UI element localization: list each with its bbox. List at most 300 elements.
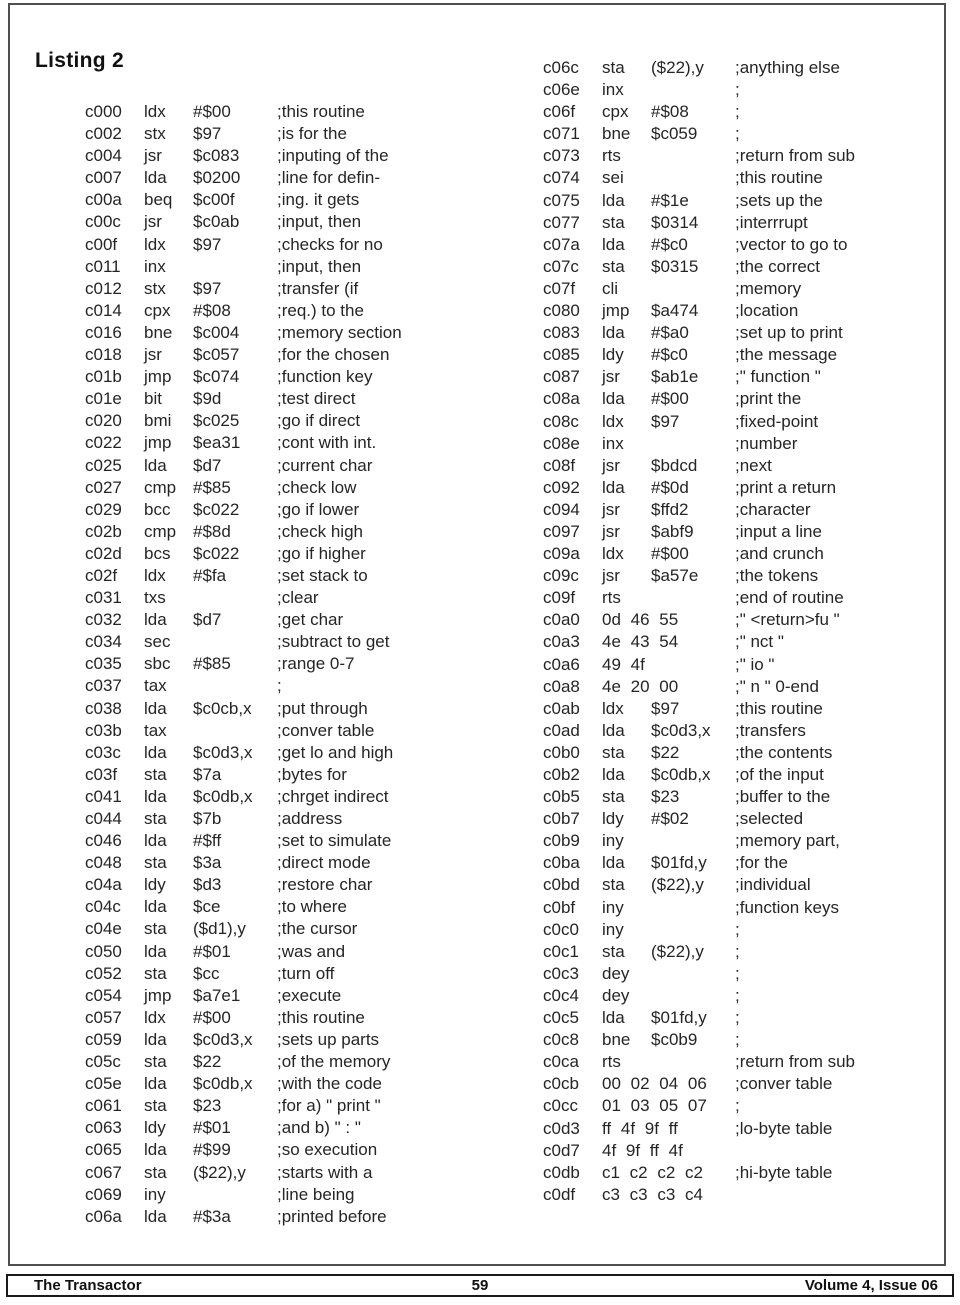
- operand-cell: $97: [651, 411, 680, 431]
- address-cell: c0b0: [543, 742, 580, 762]
- footer-bar: [6, 1274, 954, 1297]
- bytes-cell: c3 c3 c3 c4: [602, 1184, 703, 1204]
- operand-cell: [651, 985, 735, 1007]
- comment-cell: ;input, then: [277, 212, 362, 232]
- opcode-cell: ldy: [602, 345, 624, 365]
- code-line: [543, 521, 953, 543]
- bytes-cell: 49 4f: [602, 654, 645, 674]
- address-cell: c0c8: [543, 1030, 579, 1050]
- opcode-cell: cli: [602, 278, 619, 298]
- comment-cell: ;test direct: [277, 389, 356, 409]
- address-cell: c09a: [543, 544, 580, 564]
- address-cell: c092: [543, 477, 580, 497]
- address-cell: c04e: [85, 919, 122, 939]
- code-line: [543, 145, 953, 167]
- code-line: [543, 631, 953, 653]
- comment-cell: ;" io ": [735, 654, 775, 674]
- operand-cell: $a7e1: [193, 985, 241, 1005]
- comment-cell: ;next: [735, 455, 772, 475]
- code-line: [85, 477, 495, 499]
- address-cell: c034: [85, 632, 122, 652]
- code-line: [85, 123, 495, 145]
- address-cell: c0ca: [543, 1052, 579, 1072]
- code-line: [543, 101, 953, 123]
- address-cell: c03b: [85, 720, 122, 740]
- opcode-cell: jsr: [144, 212, 162, 232]
- comment-cell: [735, 1140, 953, 1162]
- address-cell: c05e: [85, 1074, 122, 1094]
- opcode-cell: lda: [144, 941, 167, 961]
- opcode-cell: stx: [144, 124, 166, 144]
- operand-cell: #$0d: [651, 477, 689, 497]
- code-line: [543, 1184, 953, 1206]
- opcode-cell: iny: [602, 831, 624, 851]
- address-cell: c063: [85, 1118, 122, 1138]
- code-line: [543, 1007, 953, 1029]
- operand-cell: [651, 587, 735, 609]
- opcode-cell: jmp: [144, 985, 172, 1005]
- code-column-right: [543, 57, 953, 1206]
- code-line: [543, 411, 953, 433]
- address-cell: c097: [543, 521, 580, 541]
- code-line: [85, 499, 495, 521]
- code-line: [85, 256, 495, 278]
- opcode-cell: jsr: [602, 521, 620, 541]
- operand-cell: #$ff: [193, 831, 222, 851]
- code-line: [85, 985, 495, 1007]
- footer-issue: Volume 4, Issue 06: [804, 1277, 938, 1294]
- comment-cell: ;: [735, 1008, 740, 1028]
- code-line: [543, 919, 953, 941]
- operand-cell: $cc: [193, 963, 220, 983]
- opcode-cell: sta: [602, 875, 625, 895]
- code-line: [543, 1095, 953, 1117]
- address-cell: c038: [85, 698, 122, 718]
- comment-cell: ;input a line: [735, 521, 822, 541]
- address-cell: c041: [85, 786, 122, 806]
- comment-cell: ;starts with a: [277, 1162, 373, 1182]
- address-cell: c061: [85, 1096, 122, 1116]
- code-line: [543, 1162, 953, 1184]
- address-cell: c03c: [85, 742, 121, 762]
- code-line: [85, 698, 495, 720]
- address-cell: c029: [85, 499, 122, 519]
- code-line: [543, 234, 953, 256]
- comment-cell: ;memory: [735, 278, 802, 298]
- operand-cell: $c0cb,x: [193, 698, 252, 718]
- operand-cell: [651, 145, 735, 167]
- address-cell: c02f: [85, 565, 118, 585]
- comment-cell: ;restore char: [277, 875, 373, 895]
- comment-cell: ;go if lower: [277, 499, 360, 519]
- address-cell: c01b: [85, 367, 122, 387]
- opcode-cell: lda: [144, 610, 167, 630]
- operand-cell: $c057: [193, 345, 240, 365]
- code-line: [85, 234, 495, 256]
- code-line: [543, 830, 953, 852]
- comment-cell: ;fixed-point: [735, 411, 819, 431]
- comment-cell: ;check high: [277, 521, 363, 541]
- opcode-cell: jsr: [602, 367, 620, 387]
- operand-cell: [651, 919, 735, 941]
- address-cell: c02d: [85, 543, 122, 563]
- comment-cell: ;end of routine: [735, 588, 844, 608]
- comment-cell: ;: [735, 80, 740, 100]
- footer-page-number: 59: [471, 1277, 489, 1294]
- operand-cell: $c0db,x: [193, 786, 253, 806]
- comment-cell: ;go if higher: [277, 543, 366, 563]
- comment-cell: ;input, then: [277, 256, 362, 276]
- comment-cell: ;: [735, 102, 740, 122]
- comment-cell: ;set stack to: [277, 565, 368, 585]
- code-line: [85, 322, 495, 344]
- address-cell: c0a8: [543, 676, 580, 696]
- address-cell: c0b5: [543, 787, 580, 807]
- comment-cell: ;: [735, 963, 740, 983]
- address-cell: c094: [543, 499, 580, 519]
- operand-cell: #$00: [193, 1007, 231, 1027]
- code-line: [85, 278, 495, 300]
- comment-cell: ;the tokens: [735, 566, 819, 586]
- operand-cell: $c0b9: [651, 1030, 698, 1050]
- code-line: [85, 631, 495, 653]
- code-line: [85, 410, 495, 432]
- code-line: [543, 720, 953, 742]
- opcode-cell: lda: [144, 1074, 167, 1094]
- opcode-cell: jsr: [144, 345, 162, 365]
- address-cell: c027: [85, 477, 122, 497]
- comment-cell: ;interrrupt: [735, 212, 808, 232]
- address-cell: c08e: [543, 433, 580, 453]
- opcode-cell: inx: [144, 256, 166, 276]
- code-line: [543, 565, 953, 587]
- code-line: [85, 764, 495, 786]
- operand-cell: #$02: [651, 809, 689, 829]
- address-cell: c050: [85, 941, 122, 961]
- opcode-cell: sta: [602, 787, 625, 807]
- bytes-cell: 0d 46 55: [602, 610, 679, 630]
- code-line: [85, 344, 495, 366]
- opcode-cell: sta: [144, 1096, 167, 1116]
- operand-cell: $97: [651, 698, 680, 718]
- operand-cell: $c0db,x: [193, 1074, 253, 1094]
- opcode-cell: beq: [144, 190, 173, 210]
- code-line: [543, 786, 953, 808]
- opcode-cell: sta: [144, 853, 167, 873]
- comment-cell: ;conver table: [735, 1074, 833, 1094]
- opcode-cell: ldx: [602, 698, 624, 718]
- address-cell: c0c4: [543, 985, 579, 1005]
- operand-cell: $9d: [193, 389, 222, 409]
- comment-cell: ;conver table: [277, 720, 375, 740]
- comment-cell: ;function keys: [735, 897, 839, 917]
- opcode-cell: sta: [144, 1162, 167, 1182]
- comment-cell: ;get char: [277, 610, 344, 630]
- code-line: [85, 543, 495, 565]
- comment-cell: ;vector to go to: [735, 234, 848, 254]
- code-line: [85, 189, 495, 211]
- code-line: [543, 897, 953, 919]
- operand-cell: [651, 1051, 735, 1073]
- address-cell: c08a: [543, 389, 580, 409]
- comment-cell: ;sets up parts: [277, 1029, 380, 1049]
- comment-cell: ;" n " 0-end: [735, 676, 819, 696]
- opcode-cell: bne: [144, 322, 173, 342]
- code-line: [543, 543, 953, 565]
- code-line: [85, 521, 495, 543]
- code-line: [85, 1206, 495, 1228]
- comment-cell: ;printed before: [277, 1206, 387, 1226]
- comment-cell: ;this routine: [735, 698, 823, 718]
- address-cell: c04c: [85, 897, 121, 917]
- opcode-cell: lda: [144, 786, 167, 806]
- code-line: [543, 587, 953, 609]
- address-cell: c0b2: [543, 765, 580, 784]
- operand-cell: $c0d3,x: [193, 742, 253, 762]
- code-line: [85, 366, 495, 388]
- operand-cell: $ffd2: [651, 499, 689, 519]
- bytes-cell: ff 4f 9f ff: [602, 1118, 678, 1138]
- opcode-cell: lda: [602, 853, 625, 873]
- address-cell: c0d3: [543, 1118, 580, 1138]
- address-cell: c046: [85, 831, 122, 851]
- code-line: [85, 874, 495, 896]
- address-cell: c014: [85, 300, 122, 320]
- comment-cell: ;: [735, 1096, 740, 1116]
- comment-cell: ;anything else: [735, 58, 840, 77]
- opcode-cell: iny: [144, 1184, 166, 1204]
- address-cell: c0a3: [543, 632, 580, 652]
- operand-cell: #$a0: [651, 323, 689, 343]
- opcode-cell: sta: [144, 809, 167, 828]
- bytes-cell: 4f 9f ff 4f: [602, 1140, 683, 1160]
- address-cell: c069: [85, 1184, 122, 1204]
- comment-cell: ;current char: [277, 455, 373, 475]
- address-cell: c0b9: [543, 831, 580, 851]
- address-cell: c0ba: [543, 853, 580, 873]
- opcode-cell: sta: [144, 764, 167, 784]
- address-cell: c054: [85, 985, 122, 1005]
- address-cell: c002: [85, 124, 122, 144]
- code-line: [543, 388, 953, 410]
- operand-cell: #$85: [193, 477, 231, 497]
- opcode-cell: sta: [602, 58, 625, 77]
- comment-cell: ;memory part,: [735, 831, 840, 851]
- address-cell: c01e: [85, 389, 122, 409]
- operand-cell: ($22),y: [651, 941, 704, 961]
- code-line: [543, 808, 953, 830]
- address-cell: c087: [543, 367, 580, 387]
- operand-cell: [651, 830, 735, 852]
- code-line: [543, 499, 953, 521]
- code-line: [85, 1184, 495, 1206]
- opcode-cell: ldy: [602, 809, 624, 829]
- code-line: [543, 963, 953, 985]
- code-line: [543, 278, 953, 300]
- comment-cell: ;print a return: [735, 477, 837, 497]
- bytes-cell: 4e 20 00: [602, 676, 679, 696]
- code-line: [85, 1051, 495, 1073]
- operand-cell: #$00: [193, 102, 231, 121]
- comment-cell: ;range 0-7: [277, 654, 355, 674]
- opcode-cell: lda: [144, 168, 167, 188]
- code-line: [85, 941, 495, 963]
- comment-cell: ;lo-byte table: [735, 1118, 833, 1138]
- address-cell: c016: [85, 322, 122, 342]
- comment-cell: ;of the input: [735, 765, 824, 784]
- comment-cell: ;" function ": [735, 367, 821, 387]
- opcode-cell: inx: [602, 433, 624, 453]
- comment-cell: ;hi-byte table: [735, 1162, 833, 1182]
- operand-cell: #$99: [193, 1140, 231, 1160]
- comment-cell: ;ing. it gets: [277, 190, 360, 210]
- comment-cell: ;set to simulate: [277, 831, 392, 851]
- code-line: [543, 190, 953, 212]
- operand-cell: [193, 587, 277, 609]
- opcode-cell: jsr: [602, 566, 620, 586]
- address-cell: c0db: [543, 1162, 580, 1182]
- opcode-cell: tax: [144, 676, 167, 696]
- comment-cell: ;and b) " : ": [277, 1118, 361, 1138]
- opcode-cell: ldx: [144, 102, 166, 121]
- code-line: [543, 123, 953, 145]
- comment-cell: ;sets up the: [735, 190, 823, 210]
- comment-cell: ;: [735, 1030, 740, 1050]
- operand-cell: #$1e: [651, 190, 689, 210]
- code-line: [85, 896, 495, 918]
- code-line: [543, 256, 953, 278]
- comment-cell: ;: [735, 124, 740, 144]
- opcode-cell: sbc: [144, 654, 171, 674]
- operand-cell: #$c0: [651, 345, 688, 365]
- address-cell: c09c: [543, 566, 579, 586]
- opcode-cell: inx: [602, 80, 624, 100]
- code-line: [85, 388, 495, 410]
- operand-cell: #$08: [193, 300, 231, 320]
- comment-cell: ;: [735, 941, 740, 961]
- address-cell: c085: [543, 345, 580, 365]
- opcode-cell: stx: [144, 278, 166, 298]
- address-cell: c035: [85, 654, 122, 674]
- operand-cell: $0200: [193, 168, 241, 188]
- code-line: [543, 1073, 953, 1095]
- operand-cell: $97: [193, 278, 222, 298]
- code-line: [85, 1073, 495, 1095]
- code-line: [85, 786, 495, 808]
- code-line: [543, 212, 953, 234]
- opcode-cell: sta: [144, 963, 167, 983]
- code-line: [85, 1117, 495, 1139]
- comment-cell: ;number: [735, 433, 798, 453]
- operand-cell: $c0ab: [193, 212, 240, 232]
- code-line: [85, 167, 495, 189]
- operand-cell: ($22),y: [651, 58, 704, 77]
- code-line: [85, 300, 495, 322]
- operand-cell: $d3: [193, 875, 222, 895]
- opcode-cell: ldx: [602, 544, 624, 564]
- comment-cell: ;this routine: [277, 1007, 365, 1027]
- operand-cell: $7a: [193, 764, 222, 784]
- comment-cell: ;subtract to get: [277, 632, 390, 652]
- opcode-cell: lda: [144, 455, 167, 475]
- comment-cell: ;is for the: [277, 124, 347, 144]
- comment-cell: ;the contents: [735, 742, 833, 762]
- operand-cell: [651, 433, 735, 455]
- comment-cell: ;was and: [277, 941, 346, 961]
- opcode-cell: ldy: [144, 875, 166, 895]
- address-cell: c0bd: [543, 875, 580, 895]
- footer-journal-name: The Transactor: [34, 1277, 142, 1294]
- comment-cell: ;line being: [277, 1184, 355, 1204]
- opcode-cell: ldx: [144, 1007, 166, 1027]
- opcode-cell: ldy: [144, 1118, 166, 1138]
- address-cell: c083: [543, 323, 580, 343]
- code-line: [85, 1139, 495, 1161]
- opcode-cell: jmp: [144, 433, 172, 453]
- opcode-cell: jmp: [144, 367, 172, 387]
- comment-cell: ;checks for no: [277, 234, 383, 254]
- opcode-cell: lda: [602, 477, 625, 497]
- opcode-cell: sta: [602, 742, 625, 762]
- address-cell: c077: [543, 212, 580, 232]
- code-line: [85, 1029, 495, 1051]
- operand-cell: $c059: [651, 124, 698, 144]
- address-cell: c02b: [85, 521, 122, 541]
- address-cell: c0a6: [543, 654, 580, 674]
- operand-cell: #$00: [651, 389, 689, 409]
- opcode-cell: lda: [144, 1140, 167, 1160]
- code-line: [85, 455, 495, 477]
- comment-cell: ;so execution: [277, 1140, 378, 1160]
- comment-cell: ;selected: [735, 809, 804, 829]
- opcode-cell: lda: [602, 389, 625, 409]
- address-cell: c059: [85, 1029, 122, 1049]
- comment-cell: ;and crunch: [735, 544, 824, 564]
- operand-cell: [651, 897, 735, 919]
- operand-cell: $ea31: [193, 433, 241, 453]
- address-cell: c004: [85, 146, 122, 166]
- address-cell: c00c: [85, 212, 121, 232]
- opcode-cell: sta: [602, 256, 625, 276]
- comment-cell: ;this routine: [277, 102, 365, 121]
- address-cell: c020: [85, 411, 122, 431]
- operand-cell: $a57e: [651, 566, 699, 586]
- opcode-cell: cpx: [602, 102, 629, 122]
- address-cell: c0d7: [543, 1140, 580, 1160]
- address-cell: c007: [85, 168, 122, 188]
- address-cell: c06c: [543, 58, 579, 77]
- operand-cell: $01fd,y: [651, 1008, 707, 1028]
- operand-cell: [193, 1184, 277, 1206]
- bytes-cell: c1 c2 c2 c2: [602, 1162, 703, 1182]
- comment-cell: ;: [735, 985, 740, 1005]
- comment-cell: ;cont with int.: [277, 433, 377, 453]
- code-line: [543, 874, 953, 896]
- address-cell: c065: [85, 1140, 122, 1160]
- address-cell: c025: [85, 455, 122, 475]
- opcode-cell: rts: [602, 588, 621, 608]
- opcode-cell: lda: [144, 1206, 167, 1226]
- code-line: [543, 57, 953, 79]
- address-cell: c037: [85, 676, 122, 696]
- code-line: [85, 742, 495, 764]
- operand-cell: $0314: [651, 212, 699, 232]
- code-line: [543, 742, 953, 764]
- operand-cell: [651, 278, 735, 300]
- code-line: [85, 432, 495, 454]
- operand-cell: $c022: [193, 543, 240, 563]
- opcode-cell: jsr: [144, 146, 162, 166]
